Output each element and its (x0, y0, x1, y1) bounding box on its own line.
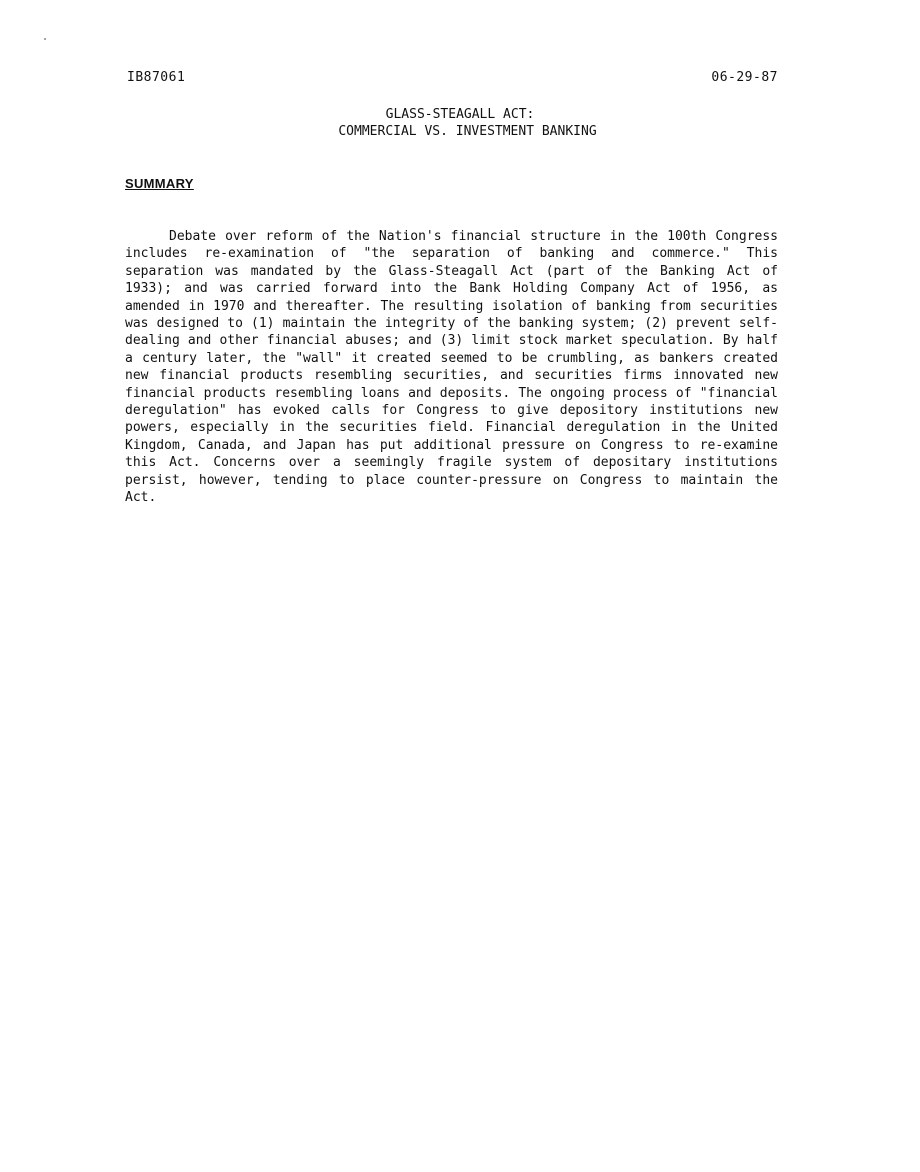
summary-paragraph: Debate over reform of the Nation's financial structure in the 100th Congress includes re-examination of "the separation of banking and commerce." This separation was mandated by the Glass-Steagall Act (part of the Banking Act of 1933); and was carried forward into the Bank Holding Company Act of 1956, as amended in 1970 and thereafter. The resulting isolation of banking from securities was designed to (1) maintain the integrity of the banking system; (2) prevent self-dealing and other financial abuses; and (3) limit stock market speculation. By half a century later, the "wall" it created seemed to be crumbling, as bankers created new financial products resembling securities, and securities firms innovated new financial products resembling loans and deposits. The ongoing process of "financial deregulation" has evoked calls for Congress to give depository institutions new powers, especially in the securities field. Financial deregulation in the United Kingdom, Canada, and Japan has put additional pressure on Congress to re-examine this Act. Concerns over a seemingly fragile system of depositary institutions persist, however, tending to place counter-pressure on Congress to maintain the Act. (125, 229, 778, 506)
title-line-1: GLASS-STEAGALL ACT: (385, 107, 535, 122)
summary-heading: SUMMARY (125, 176, 194, 191)
document-id: IB87061 (127, 70, 186, 85)
document-title (0, 106, 920, 140)
title-line-2: COMMERCIAL VS. INVESTMENT BANKING (338, 124, 597, 139)
document-date: 06-29-87 (711, 70, 778, 85)
scan-speck (44, 38, 46, 40)
